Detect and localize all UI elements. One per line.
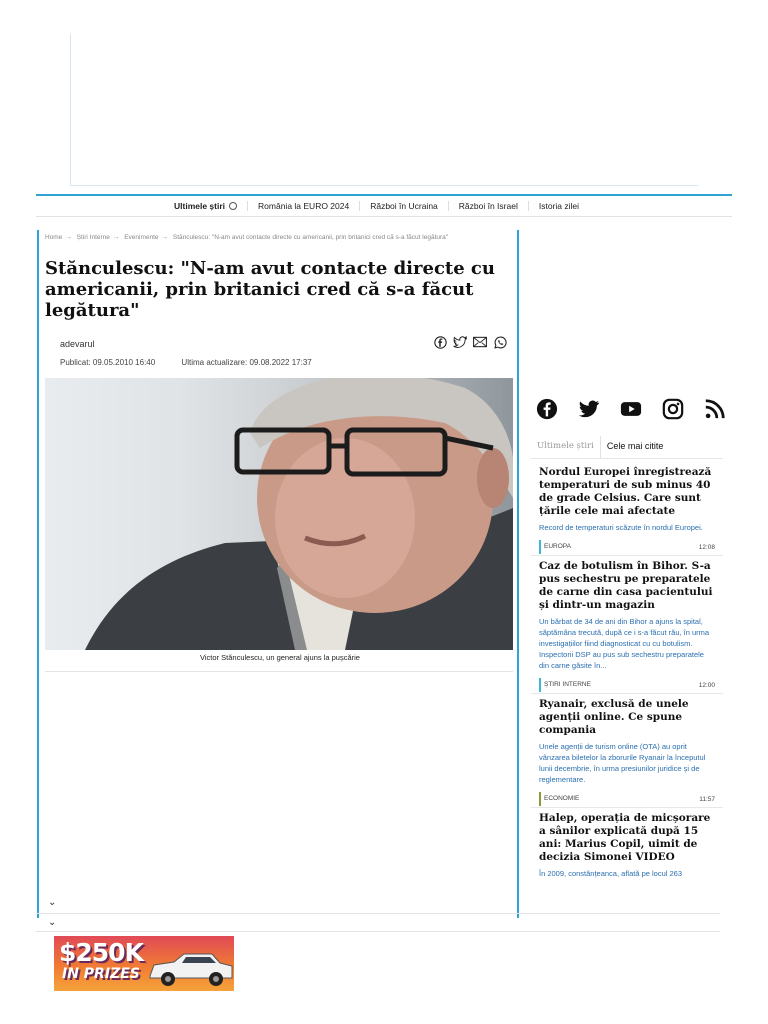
promo-subtitle: IN PRIZES: [62, 966, 140, 982]
bottom-divider: [36, 931, 720, 932]
promo-amount: $250K: [59, 938, 143, 967]
article-author[interactable]: adevarul: [60, 339, 95, 349]
article-dates: [60, 358, 312, 367]
photo-caption: Victor Stănculescu, un general ajuns la pușcărie: [200, 653, 360, 662]
news-item[interactable]: [531, 556, 723, 694]
news-item-time: 12:08: [698, 543, 715, 551]
breadcrumb-stiri-interne[interactable]: Știri Interne: [76, 234, 110, 241]
article-photo: [45, 378, 513, 650]
caption-divider: [45, 671, 513, 672]
news-item-description: În 2009, constănțeanca, aflată pe locul 263: [539, 869, 683, 878]
news-item-category[interactable]: ECONOMIE: [539, 792, 579, 806]
news-item[interactable]: [531, 694, 723, 808]
sidebar-tabs: [531, 436, 723, 459]
nav-item-ukraine-war[interactable]: Război în Ucraina: [359, 201, 448, 211]
breadcrumb: Home → Știri Interne → Evenimente → Stănculescu: "N-am avut contacte directe cu americanii, prin britanici cred că s-a făcut legătura": [45, 234, 449, 241]
breadcrumb-evenimente[interactable]: Evenimente: [124, 234, 159, 241]
whatsapp-share-icon[interactable]: [493, 335, 507, 349]
facebook-share-icon[interactable]: [433, 335, 447, 349]
article-column: [37, 230, 519, 918]
top-ad-placeholder: [70, 34, 698, 186]
breadcrumb-current: Stănculescu: "N-am avut contacte directe cu americanii, prin britanici cred că s-a făcut legătura": [172, 234, 449, 241]
news-item-description: Record de temperaturi scăzute în nordul Europei.: [539, 523, 703, 532]
tab-latest-news[interactable]: Ultimele știri: [531, 436, 601, 458]
promo-banner[interactable]: [54, 936, 234, 991]
news-item-category[interactable]: EUROPA: [539, 540, 571, 554]
share-bar: [433, 335, 507, 349]
sidebar-news-list: [531, 462, 723, 878]
breadcrumb-home[interactable]: Home: [45, 234, 63, 241]
social-links: [536, 398, 726, 420]
youtube-icon[interactable]: [620, 398, 642, 420]
nav-item-israel-war[interactable]: Război în Israel: [448, 201, 528, 211]
published-date: Publicat: 09.05.2010 16:40: [60, 358, 156, 367]
news-item-title[interactable]: Halep, operația de micșorare a sânilor explicată după 15 ani: Marius Copil, uimit de decizia Simonei VIDEO: [539, 812, 711, 863]
nav-item-latest-news[interactable]: Ultimele știri: [172, 201, 247, 211]
bottom-divider: [36, 913, 720, 914]
portrait-illustration: [45, 378, 513, 650]
tab-most-read[interactable]: Cele mai citite: [606, 441, 664, 451]
news-item[interactable]: [531, 462, 723, 556]
nav-item-euro-2024[interactable]: România la EURO 2024: [247, 201, 359, 211]
news-item-description: Un bărbat de 34 de ani din Bihor a ajuns la spital, săptămâna trecută, după ce i s-a făcut rău, în urma investigațiilor fiind diagnosticat cu cu botulism. Inspectorii DSP au pus sub sechestru preparatele din carne găsite în...: [539, 617, 710, 670]
instagram-icon[interactable]: [662, 398, 684, 420]
email-share-icon[interactable]: [473, 335, 487, 349]
updated-date: Ultima actualizare: 09.08.2022 17:37: [181, 358, 312, 367]
top-navigation: [36, 194, 732, 217]
truck-icon: [146, 948, 234, 988]
news-item-category[interactable]: ȘTIRI INTERNE: [539, 678, 591, 692]
news-item-title[interactable]: Caz de botulism în Bihor. S-a pus sechestru pe preparatele de carne din casa pacientului și dintr-un magazin: [539, 560, 713, 611]
news-item[interactable]: [531, 808, 723, 878]
news-item-footer: [539, 677, 715, 693]
rss-icon[interactable]: [704, 398, 726, 420]
news-item-time: 11:57: [699, 795, 715, 803]
facebook-icon[interactable]: [536, 398, 558, 420]
twitter-icon[interactable]: [578, 398, 600, 420]
chevron-down-icon[interactable]: ⌄: [48, 917, 57, 928]
news-item-title[interactable]: Ryanair, exclusă de unele agenții online. Ce spune compania: [539, 698, 689, 736]
nav-item-history-of-day[interactable]: Istoria zilei: [528, 201, 589, 211]
news-item-time: 12:00: [698, 681, 715, 689]
news-item-footer: [539, 539, 715, 555]
news-item-title[interactable]: Nordul Europei înregistrează temperaturi de sub minus 40 de grade Celsius. Care sunt țările cele mai afectate: [539, 466, 712, 517]
news-item-description: Unele agenții de turism online (OTA) au oprit vânzarea biletelor la zborurile Ryanair la începutul lunii decembrie, în urma presiunilor juridice și de reglementare.: [539, 742, 706, 784]
article-title: Stănculescu: "N-am avut contacte directe cu americanii, prin britanici cred că s-a făcut legătura": [45, 258, 495, 321]
clock-icon: [229, 202, 237, 210]
chevron-down-icon[interactable]: ⌄: [48, 897, 57, 908]
news-item-footer: [539, 791, 715, 807]
twitter-share-icon[interactable]: [453, 335, 467, 349]
